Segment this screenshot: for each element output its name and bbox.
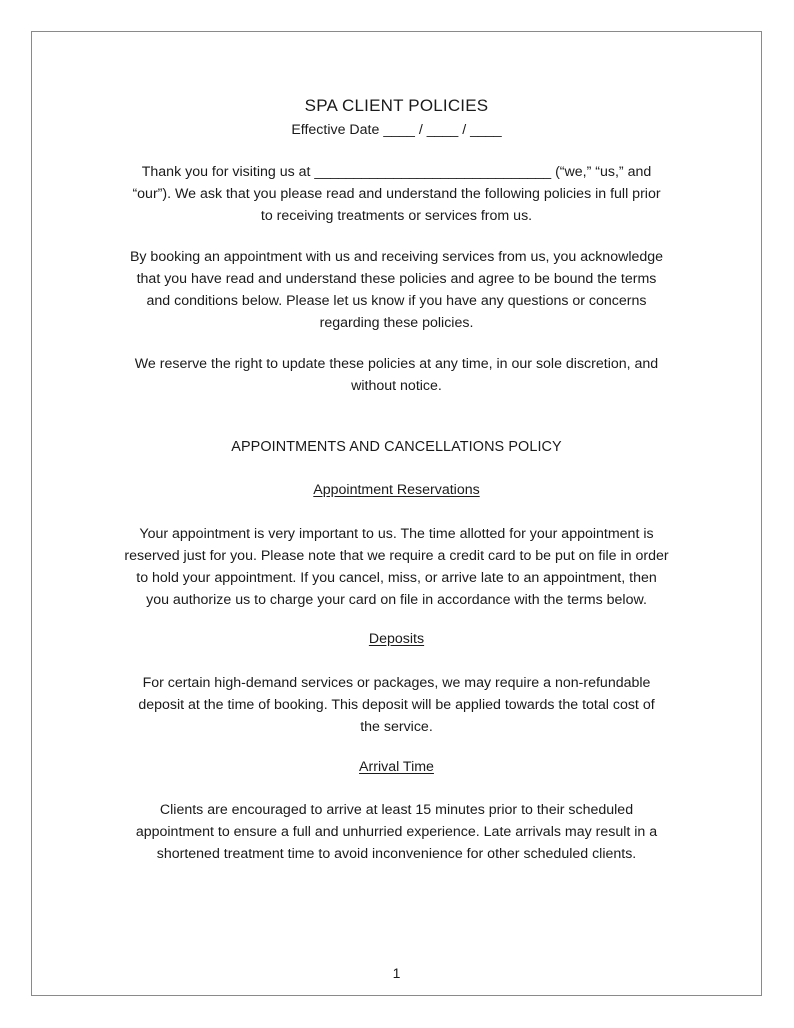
intro-line: to receiving treatments or services from us.	[260, 208, 533, 224]
deposits-heading: Deposits	[368, 631, 425, 647]
section-title: APPOINTMENTS AND CANCELLATIONS POLICY	[231, 439, 562, 455]
document-page	[31, 31, 762, 996]
acknowledgement-line: that you have read and understand these policies and agree to be bound the terms	[136, 271, 657, 287]
reserve-right-line: without notice.	[351, 378, 442, 394]
deposits-line: For certain high-demand services or packages, we may require a non-refundable	[142, 675, 651, 691]
acknowledgement-line: By booking an appointment with us and receiving services from us, you acknowledge	[129, 249, 664, 265]
document-title: SPA CLIENT POLICIES	[304, 96, 489, 115]
acknowledgement-line: and conditions below. Please let us know if you have any questions or concerns	[146, 293, 647, 309]
deposits-line: the service.	[360, 719, 433, 735]
reservations-line: you authorize us to charge your card on file in accordance with the terms below.	[146, 592, 647, 608]
arrival-line: Clients are encouraged to arrive at least 15 minutes prior to their scheduled	[159, 802, 634, 818]
acknowledgement-line: regarding these policies.	[319, 315, 474, 331]
arrival-line: appointment to ensure a full and unhurried experience. Late arrivals may result in a	[135, 824, 658, 840]
arrival-line: shortened treatment time to avoid inconvenience for other scheduled clients.	[156, 846, 637, 862]
page-number: 1	[392, 965, 401, 981]
reservations-heading: Appointment Reservations	[313, 482, 480, 498]
reservations-line: Your appointment is very important to us. The time allotted for your appointment is	[139, 526, 654, 542]
reservations-line: to hold your appointment. If you cancel, miss, or arrive late to an appointment, then	[136, 570, 657, 586]
reservations-line: reserved just for you. Please note that we require a credit card to be put on file in order	[124, 548, 669, 564]
effective-date: Effective Date ____ / ____ / ____	[291, 122, 502, 138]
arrival-heading: Arrival Time	[359, 759, 434, 775]
deposits-line: deposit at the time of booking. This deposit will be applied towards the total cost of	[138, 697, 655, 713]
intro-line: Thank you for visiting us at ______________________________ (“we,” “us,” and	[141, 164, 652, 180]
reserve-right-line: We reserve the right to update these policies at any time, in our sole discretion, and	[134, 356, 659, 372]
intro-line: “our”). We ask that you please read and understand the following policies in full prior	[132, 186, 661, 202]
